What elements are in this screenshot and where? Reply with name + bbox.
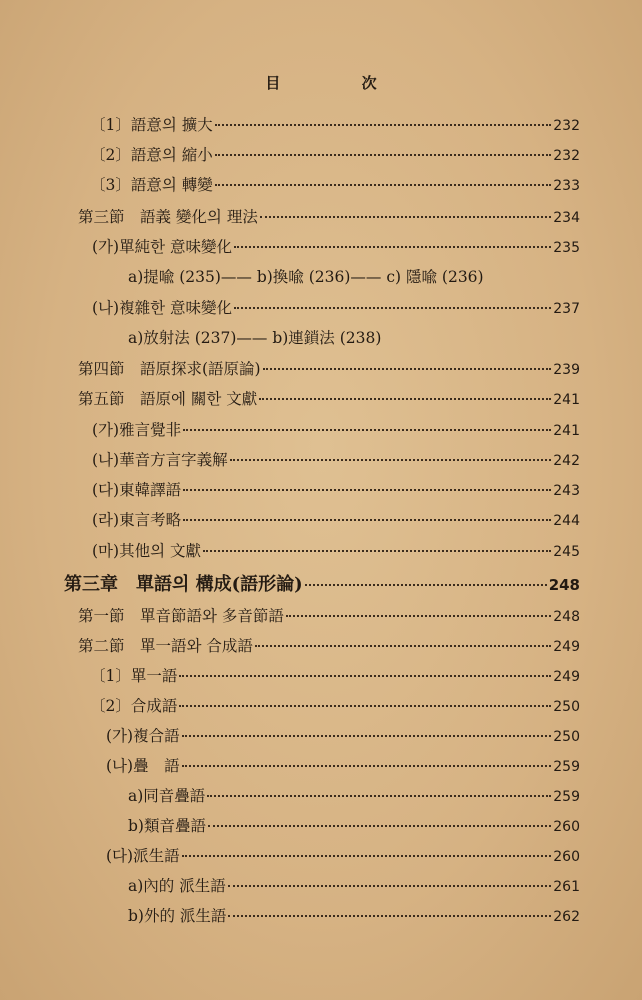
dot-leader	[286, 615, 551, 617]
dot-leader	[215, 154, 552, 156]
toc-entry	[128, 874, 580, 896]
toc-entry-page: 245	[553, 544, 580, 560]
toc-entry-page: 248	[553, 609, 580, 625]
toc-entry-page: 243	[553, 483, 580, 499]
toc-entry-page: 259	[553, 759, 580, 775]
dot-leader	[182, 735, 552, 737]
dot-leader	[179, 675, 551, 677]
toc-entry-page: 242	[553, 453, 580, 469]
toc-entry-label: b)類音疊語	[128, 817, 206, 835]
toc-entry	[128, 814, 580, 836]
toc-subentry-line: a)放射法 (237)—— b)連鎖法 (238)	[128, 329, 382, 347]
dot-leader	[182, 855, 552, 857]
toc-entry	[90, 113, 580, 135]
toc-entry-label: (라)東言考略	[92, 511, 182, 529]
dot-leader	[305, 584, 547, 586]
dot-leader	[179, 705, 551, 707]
toc-entry	[92, 478, 580, 500]
toc-entry	[90, 143, 580, 165]
toc-subentry-line: a)提喩 (235)—— b)換喩 (236)—— c) 隱喩 (236)	[128, 268, 484, 286]
dot-leader	[228, 915, 551, 917]
dot-leader	[203, 550, 551, 552]
dot-leader	[260, 216, 551, 218]
toc-entry-label: (다)派生語	[106, 847, 180, 865]
toc-entry	[106, 754, 580, 776]
toc-entry-page: 234	[553, 210, 580, 226]
toc-entry-page: 232	[553, 148, 580, 164]
toc-entry-page: 232	[553, 118, 580, 134]
toc-entry-label: 〔1〕單一語	[90, 667, 178, 685]
toc-entry	[92, 418, 580, 440]
dot-leader	[183, 519, 551, 521]
toc-entry-label: a)內的 派生語	[128, 877, 226, 895]
toc-entry	[78, 205, 580, 227]
toc-entry-label: 第二節 單一語와 合成語	[78, 637, 253, 655]
toc-entry-label: (나)疊 語	[106, 757, 180, 775]
dot-leader	[234, 307, 551, 309]
toc-entry-page: 239	[553, 362, 580, 378]
toc-entry	[78, 634, 580, 656]
toc-entry	[90, 173, 580, 195]
toc-entry	[78, 387, 580, 409]
toc-entry	[92, 508, 580, 530]
toc-entry	[78, 357, 580, 379]
toc-entry-page: 237	[553, 301, 580, 317]
toc-entry-label: (다)東韓譯語	[92, 481, 182, 499]
toc-entry	[90, 664, 580, 686]
dot-leader	[230, 459, 552, 461]
toc-entry-label: 第五節 語原에 關한 文獻	[78, 390, 258, 408]
toc-entry-label: 〔2〕合成語	[90, 697, 178, 715]
toc-entry-label: 〔1〕語意의 擴大	[90, 116, 213, 134]
toc-entry-label: 第三章 單語의 構成(語形論)	[64, 574, 303, 595]
dot-leader	[255, 645, 551, 647]
toc-entry-page: 235	[553, 240, 580, 256]
toc-entry	[106, 724, 580, 746]
dot-leader	[215, 124, 552, 126]
dot-leader	[183, 429, 551, 431]
toc-entry-label: (나)複雜한 意味變化	[92, 299, 232, 317]
toc-entry	[128, 784, 580, 806]
dot-leader	[182, 765, 552, 767]
toc-entry	[90, 694, 580, 716]
toc-entry-page: 262	[553, 909, 580, 925]
toc-entry-label: 〔2〕語意의 縮小	[90, 146, 213, 164]
page-title: 目 次	[265, 74, 415, 92]
dot-leader	[207, 795, 551, 797]
toc-entry-page: 233	[553, 178, 580, 194]
toc-entry	[128, 904, 580, 926]
toc-entry-page: 248	[548, 576, 580, 594]
toc-entry-page: 241	[553, 423, 580, 439]
toc-entry-page: 250	[553, 699, 580, 715]
toc-entry-label: 第三節 語義 變化의 理法	[78, 208, 258, 226]
toc-chapter-entry	[64, 570, 580, 596]
toc-entry-page: 249	[553, 639, 580, 655]
toc-entry	[106, 844, 580, 866]
toc-entry	[78, 604, 580, 626]
toc-entry	[92, 448, 580, 470]
toc-entry-label: 〔3〕語意의 轉變	[90, 176, 213, 194]
toc-entry-label: 第四節 語原探求(語原論)	[78, 360, 261, 378]
dot-leader	[183, 489, 551, 491]
toc-entry-label: (나)華音方言字義解	[92, 451, 228, 469]
toc-entry-page: 249	[553, 669, 580, 685]
toc-entry	[92, 296, 580, 318]
toc-entry-page: 260	[553, 849, 580, 865]
toc-entry-label: (가)單純한 意味變化	[92, 238, 232, 256]
toc-entry-page: 250	[553, 729, 580, 745]
toc-entry-page: 244	[553, 513, 580, 529]
toc-entry-label: (마)其他의 文獻	[92, 542, 201, 560]
toc-entry-label: 第一節 單音節語와 多音節語	[78, 607, 284, 625]
dot-leader	[228, 885, 552, 887]
toc-entry-label: a)同音疊語	[128, 787, 206, 805]
toc-entry-label: b)外的 派生語	[128, 907, 227, 925]
toc-entry-page: 260	[553, 819, 580, 835]
toc-entry-label: (가)複合語	[106, 727, 180, 745]
dot-leader	[234, 246, 551, 248]
toc-entry-page: 259	[553, 789, 580, 805]
dot-leader	[263, 368, 552, 370]
toc-entry-page: 261	[553, 879, 580, 895]
dot-leader	[259, 398, 551, 400]
toc-entry-label: (가)雅言覺非	[92, 421, 182, 439]
dot-leader	[208, 825, 551, 827]
toc-entry-page: 241	[553, 392, 580, 408]
toc-entry	[92, 235, 580, 257]
toc-entry	[92, 539, 580, 561]
dot-leader	[215, 184, 552, 186]
